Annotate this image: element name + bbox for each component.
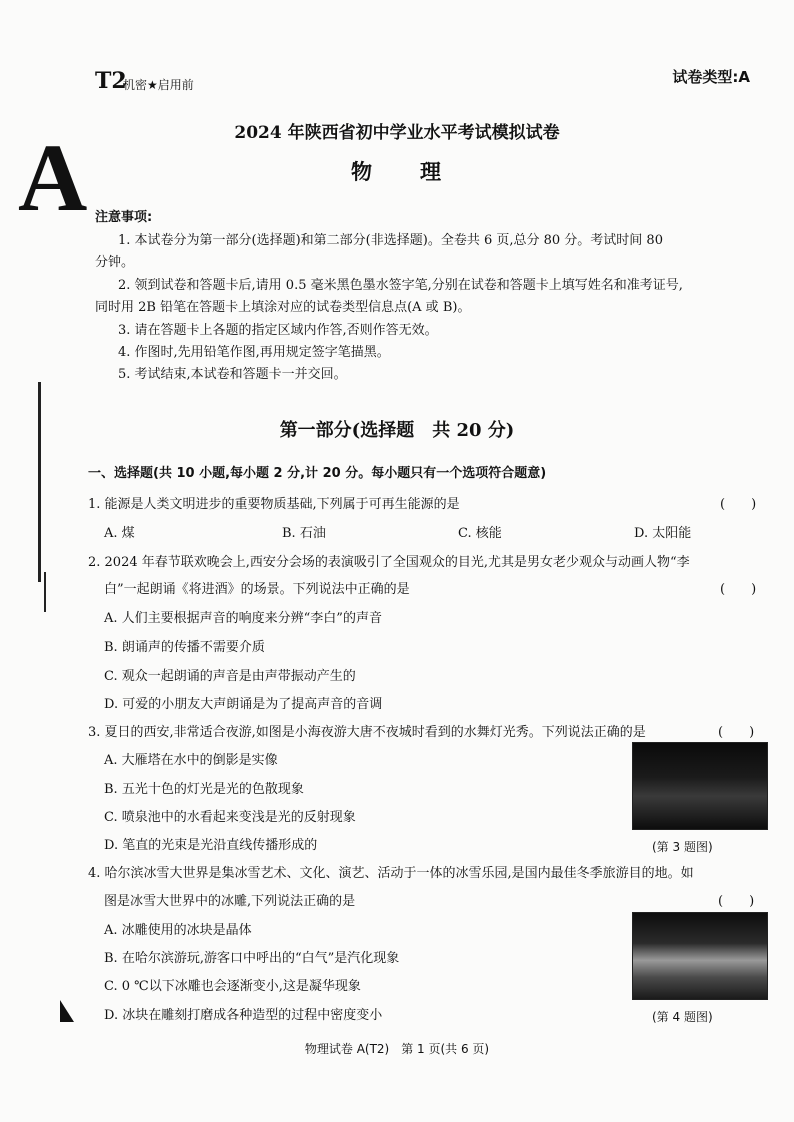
confidential-label: 机密★启用前 xyxy=(123,78,194,92)
q4-option-d: D. 冰块在雕刻打磨成各种造型的过程中密度变小 xyxy=(104,1008,383,1023)
question-4-caption: (第 4 题图) xyxy=(652,1010,713,1024)
answer-paren: ( ) xyxy=(718,894,755,909)
answer-paren: ( ) xyxy=(718,725,755,740)
page-title: 2024 年陕西省初中学业水平考试模拟试卷 xyxy=(234,123,560,143)
notice-heading: 注意事项: xyxy=(95,210,153,225)
q2-option-b: B. 朗诵声的传播不需要介质 xyxy=(104,640,265,655)
question-3-stem: 3. 夏日的西安,非常适合夜游,如图是小海夜游大唐不夜城时看到的水舞灯光秀。下列说法正确的是 xyxy=(88,725,646,740)
binding-line-lower xyxy=(44,572,46,612)
q1-option-d: D. 太阳能 xyxy=(634,526,692,541)
q4-option-a: A. 冰雕使用的冰块是晶体 xyxy=(104,923,252,938)
question-3-photo xyxy=(632,742,768,830)
answer-paren: ( ) xyxy=(720,497,757,512)
q3-option-d: D. 笔直的光束是光沿直线传播形成的 xyxy=(104,838,318,853)
answer-paren: ( ) xyxy=(720,582,757,597)
question-4-stem: 4. 哈尔滨冰雪大世界是集冰雪艺术、文化、演艺、活动于一体的冰雪乐园,是国内最佳冬季旅游目的地。如 xyxy=(88,866,694,881)
part-one-title: 第一部分(选择题 共 20 分) xyxy=(279,420,515,441)
q2-option-c: C. 观众一起朗诵的声音是由声带振动产生的 xyxy=(104,669,356,684)
question-1-stem: 1. 能源是人类文明进步的重要物质基础,下列属于可再生能源的是 xyxy=(88,497,460,512)
series-code: T2 xyxy=(95,68,127,94)
q1-option-c: C. 核能 xyxy=(458,526,502,541)
question-3-caption: (第 3 题图) xyxy=(652,840,713,854)
notice-line: 5. 考试结束,本试卷和答题卡一并交回。 xyxy=(118,367,347,382)
q3-option-b: B. 五光十色的灯光是光的色散现象 xyxy=(104,782,304,797)
paper-type-big-letter: A xyxy=(18,124,88,231)
binding-line xyxy=(38,382,41,582)
q4-option-c: C. 0 ℃以下冰雕也会逐渐变小,这是凝华现象 xyxy=(104,979,361,994)
q2-option-a: A. 人们主要根据声音的响度来分辨“李白”的声音 xyxy=(104,611,382,626)
page-footer: 物理试卷 A(T2) 第 1 页(共 6 页) xyxy=(304,1042,490,1056)
notice-line: 4. 作图时,先用铅笔作图,再用规定签字笔描黑。 xyxy=(118,345,390,360)
notice-line: 同时用 2B 铅笔在答题卡上填涂对应的试卷类型信息点(A 或 B)。 xyxy=(95,300,471,315)
question-4-photo xyxy=(632,912,768,1000)
paper-type-label: 试卷类型:A xyxy=(672,68,750,86)
corner-mark xyxy=(60,1000,74,1022)
q3-option-a: A. 大雁塔在水中的倒影是实像 xyxy=(104,753,278,768)
question-2-stem-cont: 白”一起朗诵《将进酒》的场景。下列说法中正确的是 xyxy=(104,582,410,597)
notice-line: 3. 请在答题卡上各题的指定区域内作答,否则作答无效。 xyxy=(118,323,438,338)
q2-option-d: D. 可爱的小朋友大声朗诵是为了提高声音的音调 xyxy=(104,697,383,712)
q4-option-b: B. 在哈尔滨游玩,游客口中呼出的“白气”是汽化现象 xyxy=(104,951,400,966)
q1-option-b: B. 石油 xyxy=(282,526,326,541)
q3-option-c: C. 喷泉池中的水看起来变浅是光的反射现象 xyxy=(104,810,356,825)
question-2-stem: 2. 2024 年春节联欢晚会上,西安分会场的表演吸引了全国观众的目光,尤其是男女老少观众与动画人物“李 xyxy=(88,555,690,570)
notice-line: 2. 领到试卷和答题卡后,请用 0.5 毫米黑色墨水签字笔,分别在试卷和答题卡上填写姓名和准考证号, xyxy=(118,278,683,293)
q1-option-a: A. 煤 xyxy=(104,526,135,541)
question-4-stem-cont: 图是冰雪大世界中的冰雕,下列说法正确的是 xyxy=(104,894,356,909)
notice-line: 1. 本试卷分为第一部分(选择题)和第二部分(非选择题)。全卷共 6 页,总分 80 分。考试时间 80 xyxy=(118,233,663,248)
section-title: 一、选择题(共 10 小题,每小题 2 分,计 20 分。每小题只有一个选项符合题意) xyxy=(88,466,547,481)
subject-title: 物 理 xyxy=(351,159,443,184)
notice-line: 分钟。 xyxy=(95,255,135,270)
